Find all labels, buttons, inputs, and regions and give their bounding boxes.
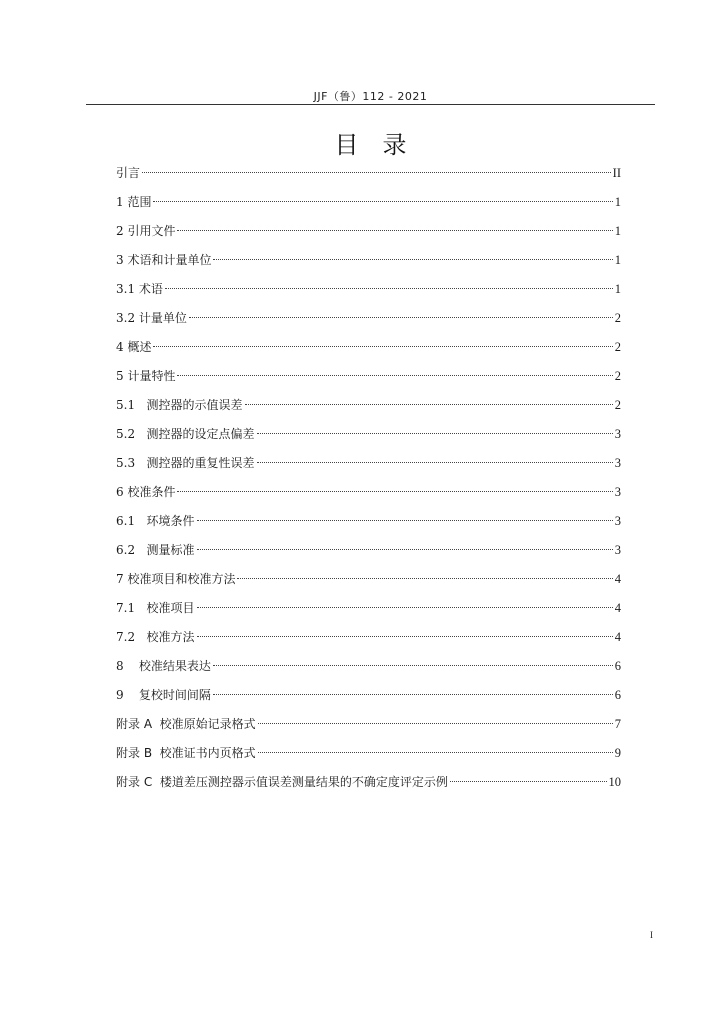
header-rule [86, 104, 655, 105]
toc-dot-leader [177, 230, 612, 231]
toc-entry-label [116, 713, 256, 735]
toc-entry[interactable] [116, 742, 621, 771]
toc-entry-label [116, 771, 448, 793]
toc-entry[interactable] [116, 365, 621, 394]
toc-entry[interactable] [116, 191, 621, 220]
toc-dot-leader [237, 578, 612, 579]
toc-entry-label [116, 423, 255, 445]
toc-entry-page: 4 [614, 572, 621, 586]
toc-entry-number: 6.1 [116, 514, 147, 528]
toc-entry-number: 7.2 [116, 630, 147, 644]
toc-dot-leader [177, 491, 612, 492]
toc-entry-number: 6 [116, 485, 128, 499]
toc-dot-leader [213, 259, 612, 260]
toc-entry[interactable] [116, 655, 621, 684]
toc-dot-leader [142, 172, 611, 173]
toc-dot-leader [213, 665, 613, 666]
toc-entry-label [116, 307, 187, 329]
toc-dot-leader [258, 752, 613, 753]
toc-entry-text: 附录 B 校准证书内页格式 [116, 746, 256, 760]
toc-entry-page: 3 [614, 456, 621, 470]
toc-entry-number: 3.2 [116, 311, 139, 325]
toc-dot-leader [197, 636, 613, 637]
toc-entry-text: 测控器的重复性误差 [146, 456, 255, 470]
toc-entry-label [116, 481, 175, 503]
toc-entry-text: 附录 A 校准原始记录格式 [116, 717, 256, 731]
toc-entry-page: 4 [614, 630, 621, 644]
toc-dot-leader [165, 288, 613, 289]
toc-entry-page: II [612, 166, 621, 180]
toc-entry[interactable] [116, 713, 621, 742]
toc-entry-page: 1 [614, 253, 621, 267]
toc-entry-page: 6 [614, 659, 621, 673]
toc-dot-leader [245, 404, 613, 405]
toc-entry[interactable] [116, 423, 621, 452]
toc-title: 目录 [334, 131, 431, 159]
toc-entry-label [116, 568, 235, 590]
toc-entry-text: 测量标准 [146, 543, 195, 557]
toc-entry[interactable] [116, 597, 621, 626]
toc-entry[interactable] [116, 568, 621, 597]
toc-entry-text: 校准项目 [146, 601, 195, 615]
toc-dot-leader [213, 694, 613, 695]
toc-entry-text: 计量特性 [127, 369, 176, 383]
toc-entry-label [116, 539, 195, 561]
toc-entry-label [116, 655, 211, 677]
toc-entry-text: 引用文件 [127, 224, 176, 238]
toc-entry-text: 附录 C 楼道差压测控器示值误差测量结果的不确定度评定示例 [116, 775, 448, 789]
toc-entry-page: 10 [608, 775, 621, 789]
toc-dot-leader [450, 781, 607, 782]
toc-entry[interactable] [116, 684, 621, 713]
toc-dot-leader [177, 375, 612, 376]
toc-entry-page: 2 [614, 340, 621, 354]
toc-entry[interactable] [116, 278, 621, 307]
toc-entry-number: 8 [116, 659, 139, 673]
toc-entry[interactable] [116, 394, 621, 423]
toc-entry-page: 2 [614, 398, 621, 412]
toc-entry-number: 5 [116, 369, 128, 383]
toc-entry-text: 校准方法 [146, 630, 195, 644]
toc-entry-number: 6.2 [116, 543, 147, 557]
toc-entry-number: 3.1 [116, 282, 139, 296]
toc-entry-label [116, 626, 195, 648]
toc-entry-text: 校准结果表达 [138, 659, 211, 673]
toc-entry-number: 5.1 [116, 398, 147, 412]
toc-entry-label [116, 365, 175, 387]
toc-dot-leader [197, 607, 613, 608]
toc-entry-number: 4 [116, 340, 128, 354]
page-number: I [650, 930, 653, 940]
toc-entry[interactable] [116, 539, 621, 568]
toc-entry[interactable] [116, 249, 621, 278]
toc-entry-page: 7 [614, 717, 621, 731]
toc-dot-leader [189, 317, 613, 318]
toc-entry[interactable] [116, 452, 621, 481]
toc-entry-page: 4 [614, 601, 621, 615]
toc-entry-label [116, 278, 163, 300]
toc-entry[interactable] [116, 481, 621, 510]
toc-entry-text: 校准项目和校准方法 [127, 572, 236, 586]
toc-dot-leader [258, 723, 613, 724]
toc-dot-leader [153, 346, 612, 347]
toc-entry-text: 计量单位 [138, 311, 187, 325]
toc-entry-text: 术语和计量单位 [127, 253, 212, 267]
toc-entry-label [116, 220, 175, 242]
toc-entry-page: 3 [614, 514, 621, 528]
toc-entry-text: 测控器的设定点偏差 [146, 427, 255, 441]
toc-entry-label [116, 249, 211, 271]
toc-entry-label [116, 684, 211, 706]
toc-entry[interactable] [116, 336, 621, 365]
toc-entry-text: 引言 [116, 166, 141, 180]
toc-entry-text: 范围 [127, 195, 152, 209]
toc-dot-leader [197, 520, 613, 521]
toc-entry-label [116, 191, 151, 213]
toc-entry-page: 1 [614, 282, 621, 296]
toc-entry-page: 1 [614, 224, 621, 238]
toc-entry-page: 3 [614, 427, 621, 441]
toc-entry-number: 7.1 [116, 601, 147, 615]
toc-dot-leader [257, 462, 613, 463]
toc-entry-label [116, 742, 256, 764]
toc-entry-page: 3 [614, 543, 621, 557]
toc-entry-number: 5.3 [116, 456, 147, 470]
toc-entry-page: 6 [614, 688, 621, 702]
toc-entry[interactable] [116, 626, 621, 655]
toc-entry[interactable] [116, 220, 621, 249]
toc-entry-number: 3 [116, 253, 128, 267]
toc-entry-text: 复校时间间隔 [138, 688, 211, 702]
toc-entry[interactable] [116, 510, 621, 539]
toc-entry-label [116, 597, 195, 619]
toc-entry-page: 1 [614, 195, 621, 209]
toc-entry[interactable] [116, 771, 621, 800]
toc-entry-label [116, 452, 255, 474]
toc-entry-text: 环境条件 [146, 514, 195, 528]
toc-entry-label [116, 162, 140, 184]
toc-entry-page: 2 [614, 369, 621, 383]
toc-dot-leader [257, 433, 613, 434]
toc-entry-label [116, 510, 195, 532]
toc-entry-page: 3 [614, 485, 621, 499]
toc-entry-text: 概述 [127, 340, 152, 354]
toc-entry-text: 测控器的示值误差 [146, 398, 243, 412]
toc-entry-label [116, 336, 151, 358]
toc-entry-number: 7 [116, 572, 128, 586]
toc-entry-text: 术语 [138, 282, 163, 296]
toc-entry-number: 9 [116, 688, 139, 702]
toc-entry[interactable] [116, 162, 621, 191]
toc-entry-number: 5.2 [116, 427, 147, 441]
toc-entry-text: 校准条件 [127, 485, 176, 499]
toc-entry-label [116, 394, 243, 416]
toc-entry-page: 2 [614, 311, 621, 325]
toc-entry-number: 1 [116, 195, 128, 209]
table-of-contents [116, 162, 621, 800]
toc-entry-page: 9 [614, 746, 621, 760]
toc-entry-number: 2 [116, 224, 128, 238]
toc-dot-leader [197, 549, 613, 550]
toc-dot-leader [153, 201, 612, 202]
toc-entry[interactable] [116, 307, 621, 336]
running-header: JJF（鲁）112 - 2021 [313, 90, 428, 103]
